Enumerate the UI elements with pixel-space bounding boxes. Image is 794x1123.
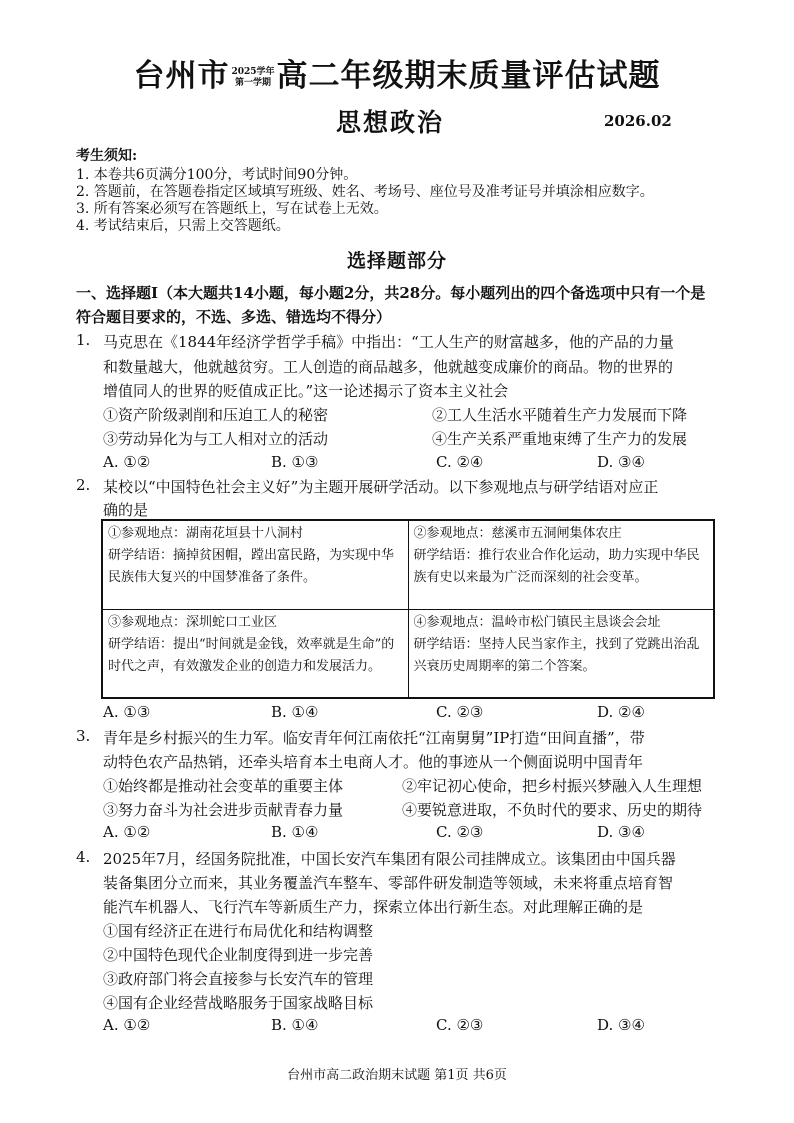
question-text: 装备集团分立而来，其业务覆盖汽车整车、零部件研发制造等领域，未来将重点培育智 (103, 874, 674, 892)
visit-location: ②参观地点：慈溪市五洞闸集体农庄 (413, 526, 622, 541)
visit-table (101, 519, 715, 699)
question-number: 4. (76, 848, 91, 866)
visit-conclusion: 研学结语：推行农业合作化运动，助力实现中华民族有史以来最为广泛而深刻的社会变革。 (413, 548, 700, 585)
notice-item: 1. 本卷共6页满分100分，考试时间90分钟。 (76, 167, 358, 183)
visit-location: ③参观地点：深圳蛇口工业区 (108, 614, 278, 630)
question-text: 青年是乡村振兴的生力军。临安青年何江南依托“江南舅舅”IP打造“田间直播”，带 (103, 729, 645, 747)
question-text: 2025年7月，经国务院批准，中国长安汽车集团有限公司挂牌成立。该集团由中国兵器 (103, 850, 676, 868)
part-instruction: 符合题目要求的，不选、多选、错选均不得分） (76, 308, 392, 326)
table-cell (102, 520, 408, 609)
notice-item: 3. 所有答案必须写在答题纸上，写在试卷上无效。 (76, 201, 388, 217)
answer-choice-d: D. ②④ (597, 703, 645, 721)
answer-choice-d: D. ③④ (597, 453, 645, 471)
title-semester: 第一学期 (234, 77, 271, 88)
statement-option: ①资产阶级剥削和压迫工人的秘密 (103, 406, 329, 424)
statement-option: ④生产关系严重地束缚了生产力的发展 (432, 430, 688, 448)
answer-choice-b: B. ①④ (271, 703, 319, 721)
statement-option: ②中国特色现代企业制度得到进一步完善 (103, 946, 374, 964)
answer-choice-c: C. ②③ (436, 1016, 484, 1034)
answer-choice-b: B. ①③ (271, 453, 319, 471)
title-main: 高二年级期末质量评估试题 (276, 58, 661, 94)
question-text: 某校以“中国特色社会主义好”为主题开展研学活动。以下参观地点与研学结语对应正 (103, 478, 659, 496)
exam-title (0, 50, 794, 95)
answer-choice-a: A. ①② (103, 1016, 151, 1034)
statement-option: ②工人生活水平随着生产力发展而下降 (432, 406, 688, 424)
question-text: 和数量越大，他就越贫穷。工人创造的商品越多，他就越变成廉价的商品。物的世界的 (103, 358, 674, 376)
notice-item: 2. 答题前，在答题卷指定区域填写班级、姓名、考场号、座位号及准考证号并填涂相应数字。 (76, 184, 654, 200)
table-cell (408, 520, 714, 609)
answer-choice-c: C. ②④ (436, 453, 484, 471)
part-instruction: 一、选择题Ⅰ（本大题共14小题，每小题2分，共28分。每小题列出的四个备选项中只有一个是 (76, 284, 706, 302)
title-city: 台州市 (133, 58, 230, 94)
notice-heading: 考生须知: (76, 148, 138, 164)
answer-choice-c: C. ②③ (436, 703, 484, 721)
question-text: 动特色农产品热销，还牵头培育本土电商人才。他的事迹从一个侧面说明中国青年 (103, 753, 644, 771)
question-number: 2. (76, 476, 91, 494)
section-title: 选择题部分 (346, 250, 447, 272)
statement-option: ①国有经济正在进行布局优化和结构调整 (103, 922, 374, 940)
title-term (231, 67, 274, 89)
table-cell (102, 609, 408, 698)
question-text: 马克思在《1844年经济学哲学手稿》中指出：“工人生产的财富越多，他的产品的力量 (103, 333, 674, 351)
table-cell (408, 609, 714, 698)
answer-choice-a: A. ①② (103, 453, 151, 471)
statement-option: ④国有企业经营战略服务于国家战略目标 (103, 994, 374, 1012)
title-year: 2025学年 (231, 66, 275, 77)
answer-choice-d: D. ③④ (597, 1016, 645, 1034)
statement-option: ③政府部门将会直接参与长安汽车的管理 (103, 970, 374, 988)
question-text: 确的是 (103, 501, 149, 519)
question-text: 能汽车机器人、飞行汽车等新质生产力，探索立体出行新生态。对此理解正确的是 (103, 898, 644, 916)
visit-location: ④参观地点：温岭市松门镇民主恳谈会会址 (413, 614, 661, 630)
statement-option: ③努力奋斗为社会进步贡献青春力量 (103, 801, 344, 819)
subject-title: 思想政治 (336, 108, 445, 137)
visit-location: ①参观地点：湖南花垣县十八洞村 (108, 526, 304, 541)
question-text: 增值同人的世界的贬值成正比。”这一论述揭示了资本主义社会 (103, 382, 509, 400)
notice-item: 4. 考试结束后，只需上交答题纸。 (76, 218, 290, 234)
exam-date: 2026.02 (604, 112, 672, 130)
answer-choice-a: A. ①② (103, 823, 151, 841)
question-number: 1. (76, 331, 91, 349)
visit-conclusion: 研学结语：摘掉贫困帽，蹚出富民路，为实现中华民族伟大复兴的中国梦准备了条件。 (108, 548, 395, 585)
question-number: 3. (76, 727, 91, 745)
statement-option: ④要锐意进取，不负时代的要求、历史的期待 (402, 801, 703, 819)
answer-choice-c: C. ②③ (436, 823, 484, 841)
statement-option: ③劳动异化为与工人相对立的活动 (103, 430, 329, 448)
answer-choice-d: D. ③④ (597, 823, 645, 841)
statement-option: ②牢记初心使命，把乡村振兴梦融入人生理想 (402, 777, 703, 795)
answer-choice-b: B. ①④ (271, 823, 319, 841)
page-footer: 台州市高二政治期末试题 第1页 共6页 (287, 1068, 507, 1083)
answer-choice-a: A. ①③ (103, 703, 151, 721)
answer-choice-b: B. ①④ (271, 1016, 319, 1034)
visit-conclusion: 研学结语：提出“时间就是金钱，效率就是生命”的时代之声，有效激发企业的创造力和发展活力。 (108, 636, 395, 674)
statement-option: ①始终都是推动社会变革的重要主体 (103, 777, 344, 795)
visit-conclusion: 研学结语：坚持人民当家作主，找到了党跳出治乱兴衰历史周期率的第二个答案。 (413, 636, 700, 674)
